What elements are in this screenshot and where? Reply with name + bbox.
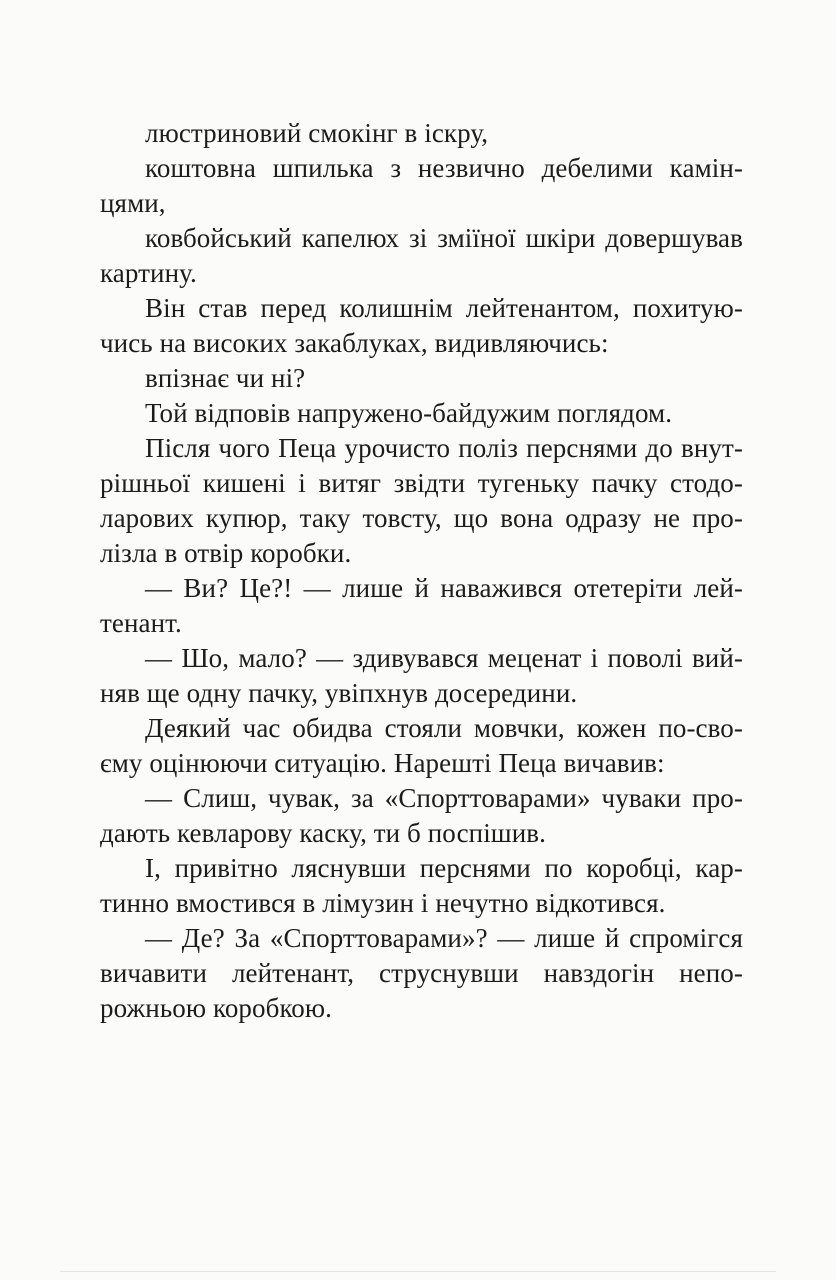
text-line: няв ще одну пачку, увіпхнув досередини. xyxy=(100,678,578,708)
text-line: коштовна шпилька з незвично дебелими камін- xyxy=(145,153,743,183)
text-line: люстриновий смокінг в іскру, xyxy=(145,118,489,148)
text-line: тинно вмостився в лімузин і нечутно відкотився. xyxy=(100,888,666,918)
text-line: рожньою коробкою. xyxy=(100,993,333,1023)
text-line: — Слиш, чувак, за «Спорттоварами» чуваки про- xyxy=(145,783,743,813)
text-line: Після чого Пеца урочисто поліз перснями до внут- xyxy=(145,433,743,463)
text-line: лізла в отвір коробки. xyxy=(100,538,352,568)
text-line: І, привітно ляснувши перснями по коробці, кар- xyxy=(145,853,743,883)
text-line: чись на високих закаблуках, видивляючись: xyxy=(100,328,609,358)
text-line: Деякий час обидва стояли мовчки, кожен по-сво- xyxy=(145,713,743,743)
text-line: вичавити лейтенант, струснувши навздогін непо- xyxy=(100,958,743,988)
text-line: впізнає чи ні? xyxy=(145,363,306,393)
text-line: Він став перед колишнім лейтенантом, похитую- xyxy=(145,293,743,323)
text-line: — Де? За «Спорттоварами»? — лише й спромігся xyxy=(145,923,743,953)
text-line: рішньої кишені і витяг звідти тугеньку пачку стодо- xyxy=(100,468,743,498)
text-line: Той відповів напружено-байдужим поглядом. xyxy=(145,398,673,428)
text-line: ковбойський капелюх зі зміїної шкіри довершував xyxy=(145,223,743,253)
text-line: цями, xyxy=(100,188,166,218)
text-line: картину. xyxy=(100,258,197,288)
text-line: єму оцінюючи ситуацію. Нарешті Пеца вичавив: xyxy=(100,748,665,778)
text-line: тенант. xyxy=(100,608,182,638)
page-edge-divider xyxy=(60,1271,776,1272)
page-text xyxy=(0,113,836,1023)
text-line: дають кевларову каску, ти б поспішив. xyxy=(100,818,546,848)
text-line: — Ви? Це?! — лише й наважився отетеріти лей- xyxy=(145,573,743,603)
text-line: ларових купюр, таку товсту, що вона одразу не про- xyxy=(100,503,743,533)
text-line: — Шо, мало? — здивувався меценат і поволі вий- xyxy=(145,643,743,673)
